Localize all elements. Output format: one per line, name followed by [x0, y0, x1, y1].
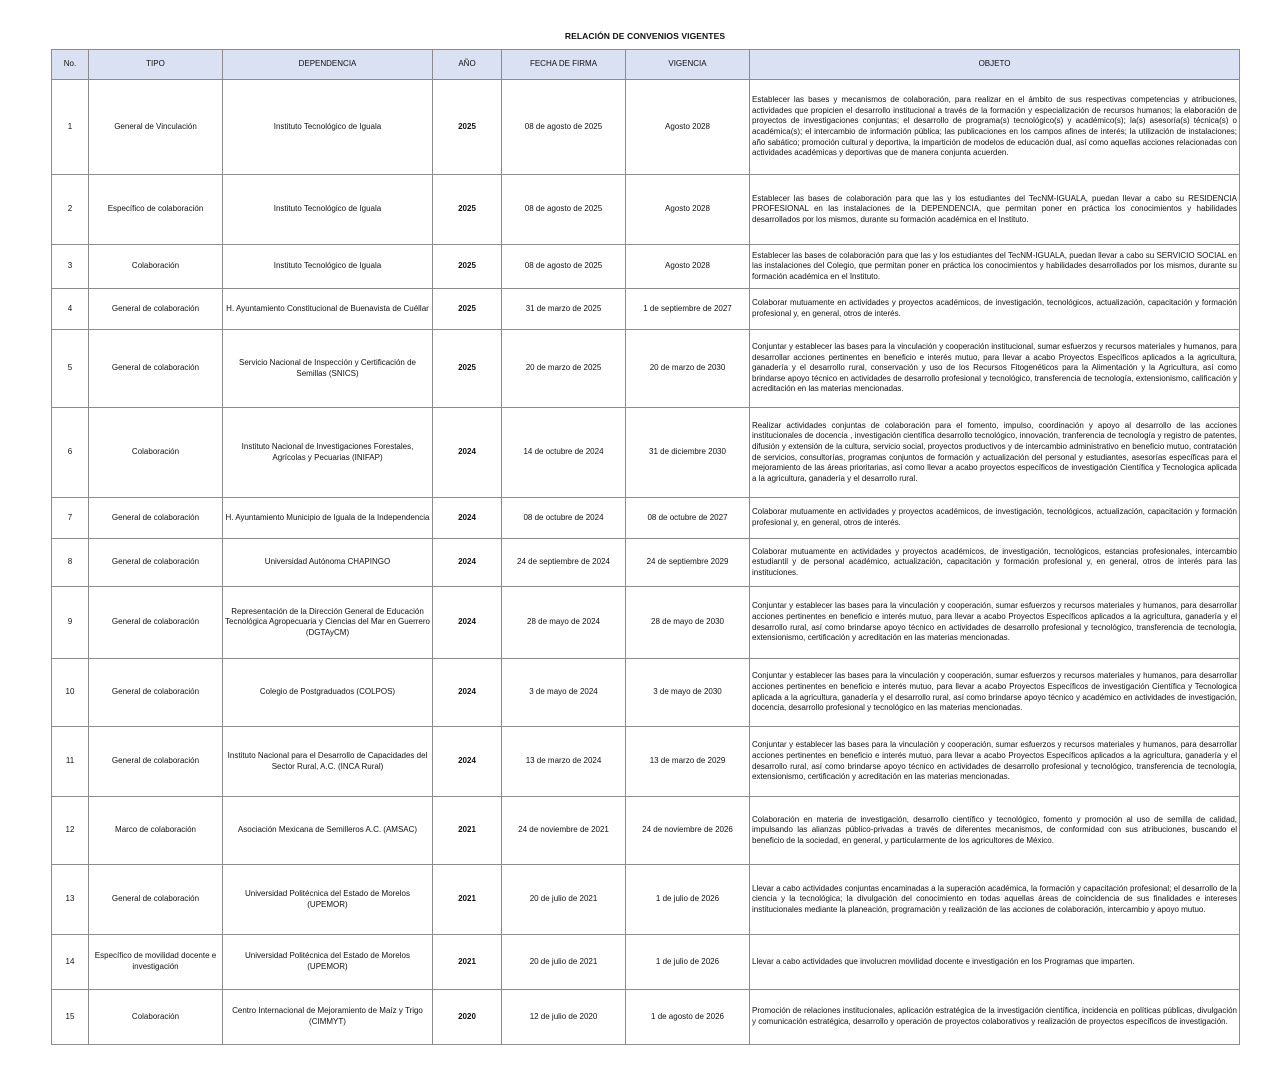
cell-tipo: Colaboración — [89, 990, 223, 1045]
cell-dependencia: Colegio de Postgraduados (COLPOS) — [223, 659, 433, 727]
table-row — [52, 408, 1240, 498]
cell-anio: 2024 — [433, 539, 502, 587]
cell-fecha: 20 de julio de 2021 — [502, 935, 626, 990]
cell-vigencia: 28 de mayo de 2030 — [626, 587, 750, 659]
cell-dependencia: Instituto Tecnológico de Iguala — [223, 175, 433, 245]
cell-objeto: Conjuntar y establecer las bases para la vinculación y cooperación, sumar esfuerzos y recursos materiales y humanos, para desarrollar acciones pertinentes en beneficio e interés mutuo, para llevar a acabo Proyectos Específicos de investigación Científica y Tecnologica aplicada a la agricultura, ganadería y el desarrollo rural, así como brindarse apoyo técnico y académico en actividades de investigación, docencia, desarrollo profesional y tecnológico en las materias mencionadas. — [750, 659, 1240, 727]
cell-objeto: Colaboración en materia de investigación, desarrollo científico y tecnológico, fomento y promoción al uso de semilla de calidad, impulsando las alianzas público-privadas a través de diferentes mecanismos, de conformidad con sus atribuciones, buscando el beneficio de la sociedad, en general, y particularmente de los agricultores de México. — [750, 797, 1240, 865]
cell-objeto: Colaborar mutuamente en actividades y proyectos académicos, de investigación, tecnológicos, actualización, capacitación y formación profesional y, en general, otros de interés. — [750, 498, 1240, 539]
cell-tipo: General de colaboración — [89, 539, 223, 587]
agreements-table — [51, 49, 1240, 1045]
cell-dependencia: Servicio Nacional de Inspección y Certificación de Semillas (SNICS) — [223, 330, 433, 408]
cell-no: 1 — [52, 80, 89, 175]
header-anio: AÑO — [433, 50, 502, 80]
cell-vigencia: 31 de diciembre 2030 — [626, 408, 750, 498]
cell-tipo: General de colaboración — [89, 498, 223, 539]
cell-anio: 2024 — [433, 498, 502, 539]
cell-tipo: Específico de colaboración — [89, 175, 223, 245]
cell-anio: 2024 — [433, 727, 502, 797]
cell-fecha: 20 de julio de 2021 — [502, 865, 626, 935]
cell-dependencia: Asociación Mexicana de Semilleros A.C. (AMSAC) — [223, 797, 433, 865]
cell-vigencia: 08 de octubre de 2027 — [626, 498, 750, 539]
cell-objeto: Colaborar mutuamente en actividades y proyectos académicos, de investigación, tecnológicos, estancias profesionales, intercambio estudiantil y de personal académico, actualización, capacitación y formación profesional y, en general, otros de interés para las instituciones. — [750, 539, 1240, 587]
table-row — [52, 935, 1240, 990]
cell-objeto: Promoción de relaciones institucionales, aplicación estratégica de la investigación científica, incidencia en políticas públicas, divulgación y comunicación estratégica, desarrollo y operación de proyectos colaborativos y realización de proyectos específicos de investigación. — [750, 990, 1240, 1045]
cell-dependencia: Representación de la Dirección General de Educación Tecnológica Agropecuaria y Ciencias del Mar en Guerrero (DGTAyCM) — [223, 587, 433, 659]
table-row — [52, 175, 1240, 245]
cell-vigencia: 1 de agosto de 2026 — [626, 990, 750, 1045]
cell-no: 14 — [52, 935, 89, 990]
cell-anio: 2024 — [433, 408, 502, 498]
cell-anio: 2025 — [433, 330, 502, 408]
cell-no: 7 — [52, 498, 89, 539]
cell-no: 12 — [52, 797, 89, 865]
cell-objeto: Conjuntar y establecer las bases para la vinculación y cooperación, sumar esfuerzos y recursos materiales y humanos, para desarrollar acciones pertinentes en beneficio e interés mutuo, para llevar a acabo Proyectos Específicos aplicados a la agricultura, ganadería y el desarrollo rural, así como brindarse apoyo técnico en actividades de desarrollo profesional y tecnológico, transferencia de tecnología, extensionismo, certificación y acreditación en las materias mencionadas. — [750, 587, 1240, 659]
cell-fecha: 3 de mayo de 2024 — [502, 659, 626, 727]
cell-fecha: 12 de julio de 2020 — [502, 990, 626, 1045]
cell-tipo: General de colaboración — [89, 289, 223, 330]
cell-no: 15 — [52, 990, 89, 1045]
cell-dependencia: Instituto Tecnológico de Iguala — [223, 245, 433, 289]
cell-vigencia: 1 de julio de 2026 — [626, 865, 750, 935]
cell-no: 13 — [52, 865, 89, 935]
cell-fecha: 13 de marzo de 2024 — [502, 727, 626, 797]
cell-anio: 2024 — [433, 659, 502, 727]
table-row — [52, 80, 1240, 175]
cell-vigencia: 1 de julio de 2026 — [626, 935, 750, 990]
cell-dependencia: Universidad Autónoma CHAPINGO — [223, 539, 433, 587]
cell-dependencia: H. Ayuntamiento Constitucional de Buenavista de Cuéllar — [223, 289, 433, 330]
cell-fecha: 24 de noviembre de 2021 — [502, 797, 626, 865]
cell-fecha: 08 de agosto de 2025 — [502, 80, 626, 175]
table-row — [52, 797, 1240, 865]
cell-vigencia: 24 de noviembre de 2026 — [626, 797, 750, 865]
cell-vigencia: 13 de marzo de 2029 — [626, 727, 750, 797]
cell-vigencia: Agosto 2028 — [626, 80, 750, 175]
cell-tipo: Colaboración — [89, 245, 223, 289]
cell-vigencia: 20 de marzo de 2030 — [626, 330, 750, 408]
cell-vigencia: 24 de septiembre 2029 — [626, 539, 750, 587]
cell-anio: 2021 — [433, 797, 502, 865]
table-row — [52, 659, 1240, 727]
cell-objeto: Colaborar mutuamente en actividades y proyectos académicos, de investigación, tecnológicos, actualización, capacitación y formación profesional y, en general, otros de interés. — [750, 289, 1240, 330]
cell-fecha: 31 de marzo de 2025 — [502, 289, 626, 330]
cell-anio: 2025 — [433, 289, 502, 330]
header-tipo: TIPO — [89, 50, 223, 80]
cell-fecha: 08 de octubre de 2024 — [502, 498, 626, 539]
cell-tipo: General de Vinculación — [89, 80, 223, 175]
header-fecha-firma: FECHA DE FIRMA — [502, 50, 626, 80]
cell-fecha: 20 de marzo de 2025 — [502, 330, 626, 408]
cell-fecha: 14 de octubre de 2024 — [502, 408, 626, 498]
table-row — [52, 245, 1240, 289]
table-header-row — [52, 50, 1240, 80]
table-row — [52, 865, 1240, 935]
cell-no: 4 — [52, 289, 89, 330]
cell-no: 9 — [52, 587, 89, 659]
table-row — [52, 990, 1240, 1045]
cell-dependencia: Instituto Nacional para el Desarrollo de Capacidades del Sector Rural, A.C. (INCA Rural) — [223, 727, 433, 797]
cell-no: 2 — [52, 175, 89, 245]
cell-vigencia: Agosto 2028 — [626, 175, 750, 245]
cell-tipo: General de colaboración — [89, 659, 223, 727]
cell-fecha: 08 de agosto de 2025 — [502, 175, 626, 245]
cell-tipo: General de colaboración — [89, 587, 223, 659]
cell-no: 10 — [52, 659, 89, 727]
cell-fecha: 24 de septiembre de 2024 — [502, 539, 626, 587]
table-row — [52, 727, 1240, 797]
cell-anio: 2021 — [433, 935, 502, 990]
table-row — [52, 539, 1240, 587]
cell-no: 11 — [52, 727, 89, 797]
cell-fecha: 28 de mayo de 2024 — [502, 587, 626, 659]
cell-objeto: Conjuntar y establecer las bases para la vinculación y cooperación, sumar esfuerzos y recursos materiales y humanos, para desarrollar acciones pertinentes en beneficio e interés mutuo, para llevar a acabo Proyectos Específicos aplicados a la agricultura, ganadería y el desarrollo rural, así como brindarse apoyo técnico en actividades de desarrollo profesional y tecnológico, transferencia de tecnología, extensionismo, certificación y acreditación en las materias mencionadas. — [750, 727, 1240, 797]
cell-no: 8 — [52, 539, 89, 587]
document-title: RELACIÓN DE CONVENIOS VIGENTES — [564, 31, 726, 41]
header-vigencia: VIGENCIA — [626, 50, 750, 80]
cell-dependencia: Universidad Politécnica del Estado de Morelos (UPEMOR) — [223, 935, 433, 990]
cell-no: 3 — [52, 245, 89, 289]
cell-no: 6 — [52, 408, 89, 498]
cell-dependencia: Universidad Politécnica del Estado de Morelos (UPEMOR) — [223, 865, 433, 935]
cell-anio: 2024 — [433, 587, 502, 659]
cell-anio: 2025 — [433, 80, 502, 175]
cell-tipo: Específico de movilidad docente e investigación — [89, 935, 223, 990]
cell-anio: 2025 — [433, 175, 502, 245]
cell-objeto: Establecer las bases y mecanismos de colaboración, para realizar en el ámbito de sus respectivas competencias y atribuciones, actividades que propicien el desarrollo institucional a través de la formación y especialización de recursos humanos; la elaboración de proyectos de investigaciones conjuntas; el desarrollo de programa(s) tecnológico(s) y académico(s); la(s) asesoría(s) técnica(s) o académica(s); el intercambio de información pública; las publicaciones en los campos afines de interés; la utilización de instalaciones; año sabático; promoción cultural y deportiva, la impartición de modelos de educación dual, así como aquellas acciones relacionadas con actividades académicas y deportivas que de manera conjunta acuerden. — [750, 80, 1240, 175]
cell-objeto: Establecer las bases de colaboración para que las y los estudiantes del TecNM-IGUALA, puedan llevar a cabo su SERVICIO SOCIAL en las instalaciones del Colegio, que permitan poner en práctica los conocimientos y habilidades desarrollados por los mismos, durante su formación académica en el Instituto. — [750, 245, 1240, 289]
cell-anio: 2020 — [433, 990, 502, 1045]
cell-tipo: Marco de colaboración — [89, 797, 223, 865]
cell-objeto: Llevar a cabo actividades que involucren movilidad docente e investigación en los Programas que imparten. — [750, 935, 1240, 990]
table-row — [52, 498, 1240, 539]
cell-anio: 2021 — [433, 865, 502, 935]
cell-tipo: Colaboración — [89, 408, 223, 498]
cell-objeto: Llevar a cabo actividades conjuntas encaminadas a la superación académica, la formación y capacitación profesional; el desarrollo de la ciencia y la tecnológica; la divulgación del conocimiento en todas aquellas áreas de coincidencia de sus finalidades e intereses institucionales mediante la planeación, programación y realización de las acciones de colaboración, intercambio y apoyo mutuo. — [750, 865, 1240, 935]
cell-tipo: General de colaboración — [89, 330, 223, 408]
cell-vigencia: 1 de septiembre de 2027 — [626, 289, 750, 330]
cell-vigencia: Agosto 2028 — [626, 245, 750, 289]
table-row — [52, 587, 1240, 659]
cell-tipo: General de colaboración — [89, 727, 223, 797]
header-no: No. — [52, 50, 89, 80]
cell-vigencia: 3 de mayo de 2030 — [626, 659, 750, 727]
cell-tipo: General de colaboración — [89, 865, 223, 935]
table-row — [52, 289, 1240, 330]
cell-fecha: 08 de agosto de 2025 — [502, 245, 626, 289]
cell-dependencia: Centro Internacional de Mejoramiento de Maíz y Trigo (CIMMYT) — [223, 990, 433, 1045]
cell-anio: 2025 — [433, 245, 502, 289]
cell-objeto: Establecer las bases de colaboración para que las y los estudiantes del TecNM-IGUALA, puedan llevar a cabo su RESIDENCIA PROFESIONAL en las instalaciones de la DEPENDENCIA, que permitan poner en práctica los conocimientos y habilidades desarrollados por los mismos, durante su formación académica en el Instituto. — [750, 175, 1240, 245]
header-dependencia: DEPENDENCIA — [223, 50, 433, 80]
cell-no: 5 — [52, 330, 89, 408]
cell-dependencia: H. Ayuntamiento Municipio de Iguala de la Independencia — [223, 498, 433, 539]
table-row — [52, 330, 1240, 408]
cell-objeto: Conjuntar y establecer las bases para la vinculación y cooperación institucional, sumar esfuerzos y recursos materiales y humanos, para desarrollar acciones pertinentes en beneficio e interés mutuo, para llevar a acabo Proyectos Específicos aplicados a la agricultura, ganadería y el desarrollo rural, conservación y uso de los Recursos Fitogenéticos para la Alimentación y la Agricultura, así como brindarse apoyo técnico en actividades de desarrollo profesional y tecnológico, transferencia de tecnología, extensionismo, calificación y acreditación en las materias mencionadas. — [750, 330, 1240, 408]
header-objeto: OBJETO — [750, 50, 1240, 80]
cell-dependencia: Instituto Tecnológico de Iguala — [223, 80, 433, 175]
cell-dependencia: Instituto Nacional de Investigaciones Forestales, Agrícolas y Pecuarias (INIFAP) — [223, 408, 433, 498]
cell-objeto: Realizar actividades conjuntas de colaboración para el fomento, impulso, coordinación y apoyo al desarrollo de las acciones institucionales de docencia , investigación científica desarrollo tecnológico, innovación, tranferencia de tecnología y registro de patentes, difusión y extensión de la cultura, servicio social, proyectos productivos y de intercambio administrativo en beneficio mutuo, contratación de servicios, consultorías, programas conjuntos de formación y actualización del personal y estudiantes, asesorías específicas para el mejoramiento de las áreas prioritarias, así como llevar a acabo proyectos específicos de investigación Científica y Tecnologica aplicada a la agricultura, ganadería y el desarrollo rural. — [750, 408, 1240, 498]
